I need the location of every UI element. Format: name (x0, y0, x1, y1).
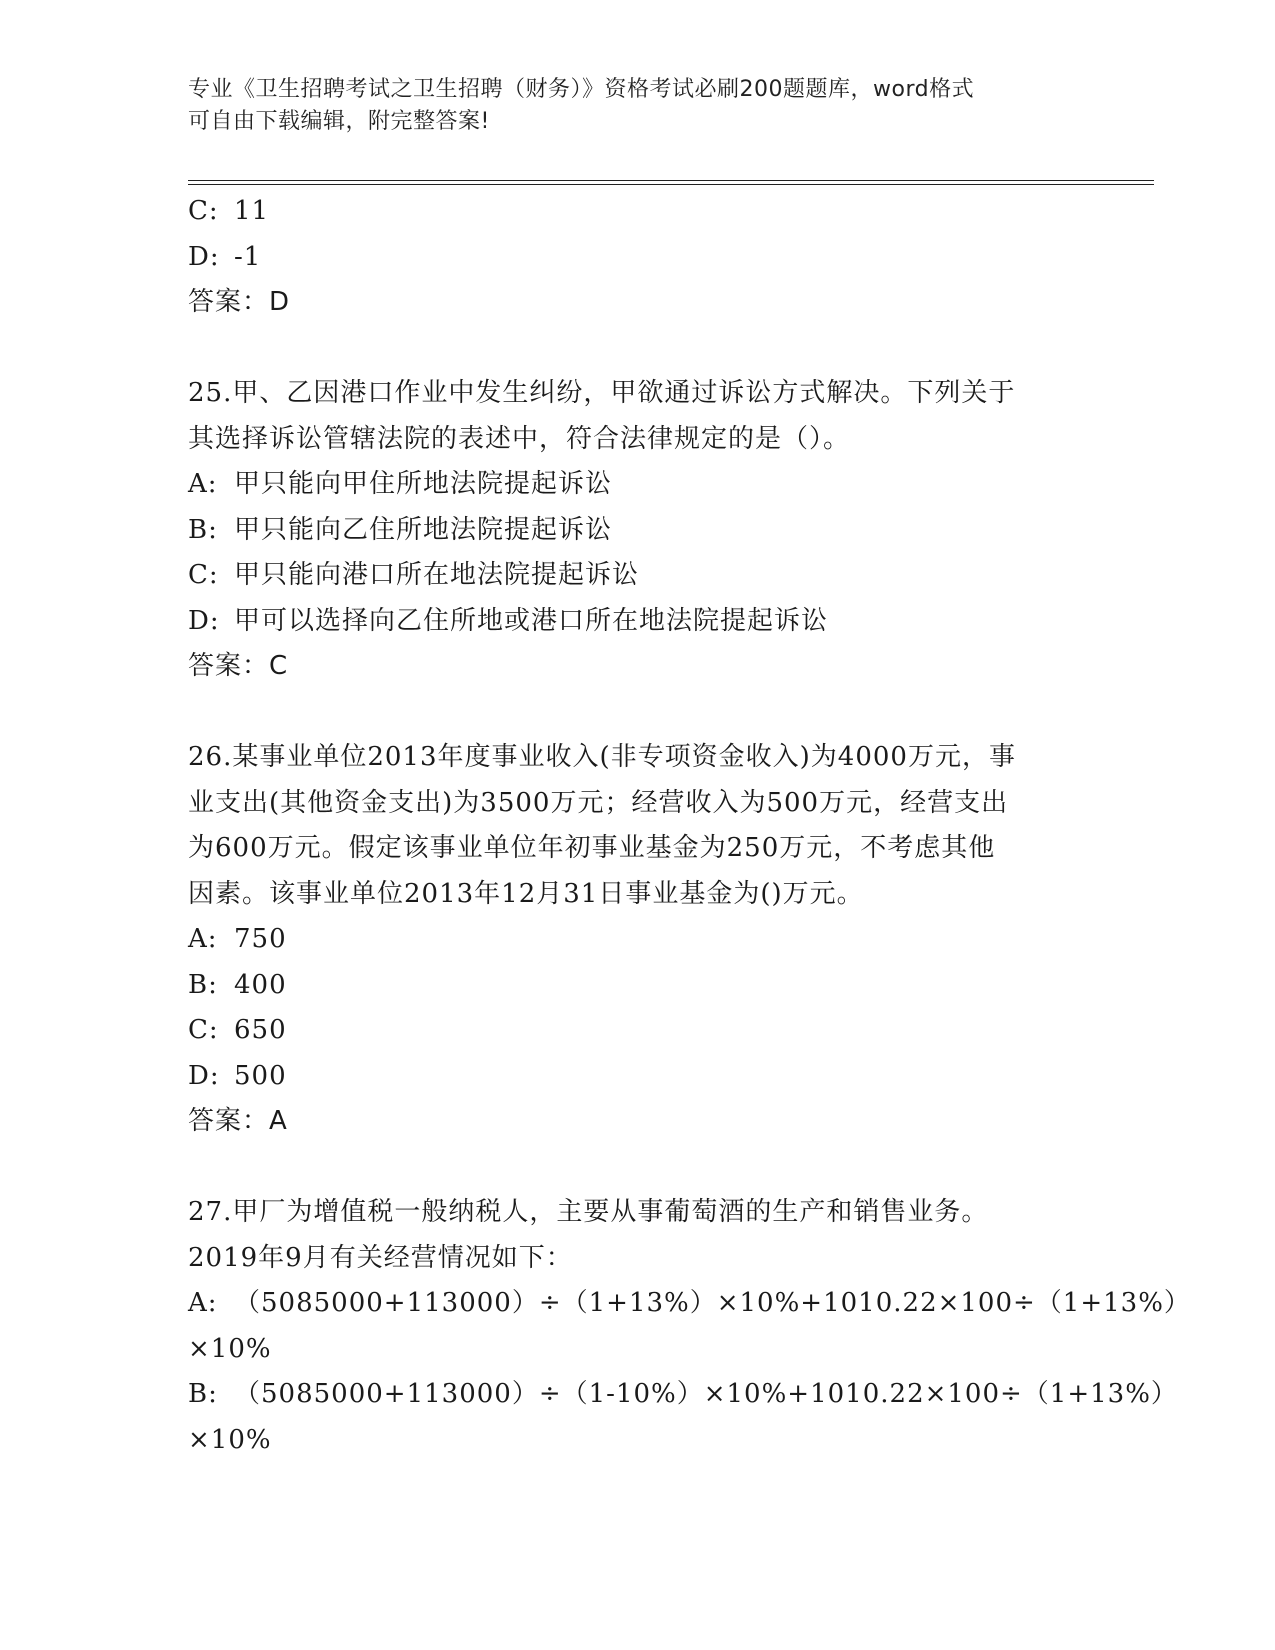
question-content (188, 189, 1191, 1463)
question-25-option-b: B: 甲只能向乙住所地法院提起诉讼 (188, 514, 613, 545)
question-25-text-line-1: 25.甲、乙因港口作业中发生纠纷，甲欲通过诉讼方式解决。下列关于 (188, 378, 1016, 408)
header-title-line-2: 可自由下载编辑，附完整答案! (188, 109, 490, 134)
question-27-option-b: B: （5085000+113000）÷（1-10%）×10%+1010.22×100÷（1+13%） (188, 1379, 1178, 1409)
question-25-option-c: C: 甲只能向港口所在地法院提起诉讼 (188, 560, 640, 590)
question-27-text-line-2: 2019年9月有关经营情况如下： (188, 1242, 573, 1273)
header-title-line-1: 专业《卫生招聘考试之卫生招聘（财务）》资格考试必刷200题题库，word格式 (188, 77, 975, 102)
question-26-option-a: A: 750 (188, 924, 287, 954)
question-27-option-a: A: （5085000+113000）÷（1+13%）×10%+1010.22×100÷（1+13%） (188, 1288, 1191, 1318)
question-26-text-line-3: 为600万元。假定该事业单位年初事业基金为250万元，不考虑其他 (188, 833, 996, 863)
spacer (188, 1145, 1068, 1191)
spacer (188, 690, 1068, 736)
question-26-option-b: B: 400 (188, 969, 287, 1000)
question-26-answer: 答案：A (188, 1106, 288, 1136)
question-27-text-line-1: 27.甲厂为增值税一般纳税人，主要从事葡萄酒的生产和销售业务。 (188, 1197, 989, 1227)
header-divider-bottom (188, 184, 1154, 185)
question-25-text-line-2: 其选择诉讼管辖法院的表述中，符合法律规定的是（）。 (188, 423, 851, 454)
question-25-answer: 答案：C (188, 651, 289, 681)
option-d: D: -1 (188, 241, 262, 272)
document-header (188, 74, 1068, 138)
question-27-option-b-continued: ×10% (188, 1424, 272, 1455)
question-26-option-d: D: 500 (188, 1060, 287, 1091)
question-27-option-a-continued: ×10% (188, 1333, 272, 1364)
question-26-text-line-2: 业支出(其他资金支出)为3500万元；经营收入为500万元，经营支出 (188, 787, 1009, 818)
header-divider-top (188, 180, 1154, 181)
question-26-text-line-4: 因素。该事业单位2013年12月31日事业基金为()万元。 (188, 878, 864, 909)
question-25-option-d: D: 甲可以选择向乙住所地或港口所在地法院提起诉讼 (188, 605, 829, 636)
answer-line: 答案：D (188, 287, 291, 317)
question-25-option-a: A: 甲只能向甲住所地法院提起诉讼 (188, 469, 613, 499)
question-26-option-c: C: 650 (188, 1015, 287, 1045)
option-c: C: 11 (188, 196, 270, 226)
question-26-text-line-1: 26.某事业单位2013年度事业收入(非专项资金收入)为4000万元，事 (188, 742, 1016, 772)
spacer (188, 326, 1068, 372)
